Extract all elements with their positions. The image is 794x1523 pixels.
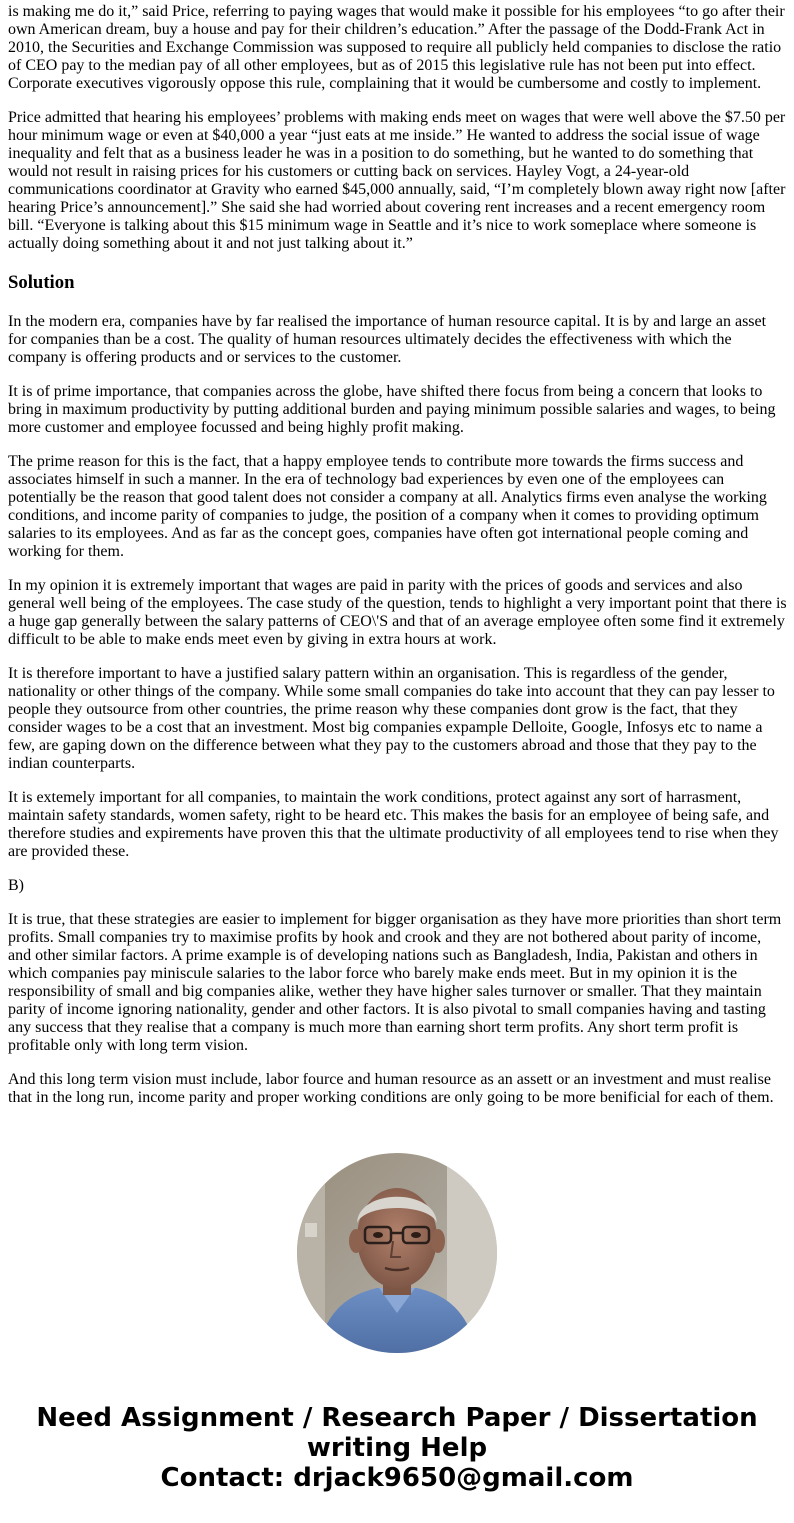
intro-paragraph-2: Price admitted that hearing his employees’ problems with making ends meet on wages that were well above the $7.50 per hour minimum wage or even at $40,000 a year “just eats at me inside.” He wanted to address the social issue of wage inequality and felt that as a business leader he was in a position to do something, but he wanted to do something that would not result in raising prices for his customers or cutting back on services. Hayley Vogt, a 24-year-old communications coordinator at Gravity who earned $45,000 annually, said, “I’m completely blown away right now [after hearing Price’s announcement].” She said she had worried about covering rent increases and a recent emergency room bill. “Everyone is talking about this $15 minimum wage in Seattle and it’s nice to work someplace where someone is actually doing something about it and not just talking about it.” xyxy=(8,109,786,252)
tutor-portrait-photo xyxy=(297,1153,497,1353)
promo-line-2: writing Help xyxy=(306,1433,488,1463)
promo-contact[interactable]: Contact: drjack9650@gmail.com xyxy=(160,1463,634,1493)
solution-paragraph-4: In my opinion it is extremely important that wages are paid in parity with the prices of goods and services and also general well being of the employees. The case study of the question, tends to highlight a very important point that there is a huge gap generally between the salary patterns of CEO\'S and that of an average employee often some find it extremely difficult to be able to make ends meet even by giving in extra hours at work. xyxy=(8,577,787,648)
article-content xyxy=(8,3,788,1123)
solution-paragraph-5: It is therefore important to have a justified salary pattern within an organisation. This is regardless of the gender, nationality or other things of the company. While some small companies do take into account that they can pay lesser to people they outsource from other countries, the prime reason why these companies dont grow is the fact, that they consider wages to be a cost that an investment. Most big companies expample Delloite, Google, Infosys etc to name a few, are gaping down on the difference between what they pay to the customers abroad and those that they pay to the indian counterparts. xyxy=(8,665,775,772)
promo-banner xyxy=(0,1403,794,1493)
tutor-avatar xyxy=(297,1153,497,1353)
promo-line-1: Need Assignment / Research Paper / Dissertation xyxy=(36,1403,758,1433)
solution-paragraph-7: It is true, that these strategies are easier to implement for bigger organisation as they have more priorities than short term profits. Small companies try to maximise profits by hook and crook and they are not bothered about parity of income, and other similar factors. A prime example is of developing nations such as Bangladesh, India, Pakistan and others in which companies pay miniscule salaries to the labor force who barely make ends meet. But in my opinion it is the responsibility of small and big companies alike, wether they have higher sales turnover or smaller. That they maintain parity of income ignoring nationality, gender and other factors. It is also pivotal to small companies having and tasting any success that they realise that a company is much more than earning short term profits. Any short term profit is profitable only with long term vision. xyxy=(8,911,782,1054)
solution-paragraph-3: The prime reason for this is the fact, that a happy employee tends to contribute more towards the firms success and associates himself in such a manner. In the era of technology bad experiences by even one of the employees can potentially be the reason that good talent does not consider a company at all. Analytics firms even analyse the working conditions, and income parity of companies to judge, the position of a company when it comes to providing optimum salaries to its employees. And as far as the concept goes, companies have often got international people coming and working for them. xyxy=(8,453,767,560)
solution-paragraph-8: And this long term vision must include, labor fource and human resource as an assett or an investment and must realise that in the long run, income parity and proper working conditions are only going to be more benificial for each of them. xyxy=(8,1071,774,1106)
part-b-label: B) xyxy=(8,877,24,894)
solution-heading: Solution xyxy=(8,272,75,293)
intro-paragraph-1: is making me do it,” said Price, referring to paying wages that would make it possible for his employees “to go after their own American dream, buy a house and pay for their children’s education.” After the passage of the Dodd-Frank Act in 2010, the Securities and Exchange Commission was supposed to require all publicly held companies to disclose the ratio of CEO pay to the median pay of all other employees, but as of 2015 this legislative rule has not been put into effect. Corporate executives vigorously oppose this rule, complaining that it would be cumbersome and costly to implement. xyxy=(8,3,785,92)
solution-paragraph-1: In the modern era, companies have by far realised the importance of human resource capital. It is by and large an asset for companies than be a cost. The quality of human resources ultimately decides the effectiveness with which the company is offering products and or services to the customer. xyxy=(8,313,767,366)
solution-paragraph-2: It is of prime importance, that companies across the globe, have shifted there focus from being a concern that looks to bring in maximum productivity by putting additional burden and paying minimum possible salaries and wages, to being more customer and employee focussed and being highly profit making. xyxy=(8,383,776,436)
solution-paragraph-6: It is extemely important for all companies, to maintain the work conditions, protect against any sort of harrasment, maintain safety standards, women safety, right to be heard etc. This makes the basis for an employee of being safe, and therefore studies and expirements have proven this that the ultimate productivity of all employees tend to rise when they are provided these. xyxy=(8,789,779,860)
